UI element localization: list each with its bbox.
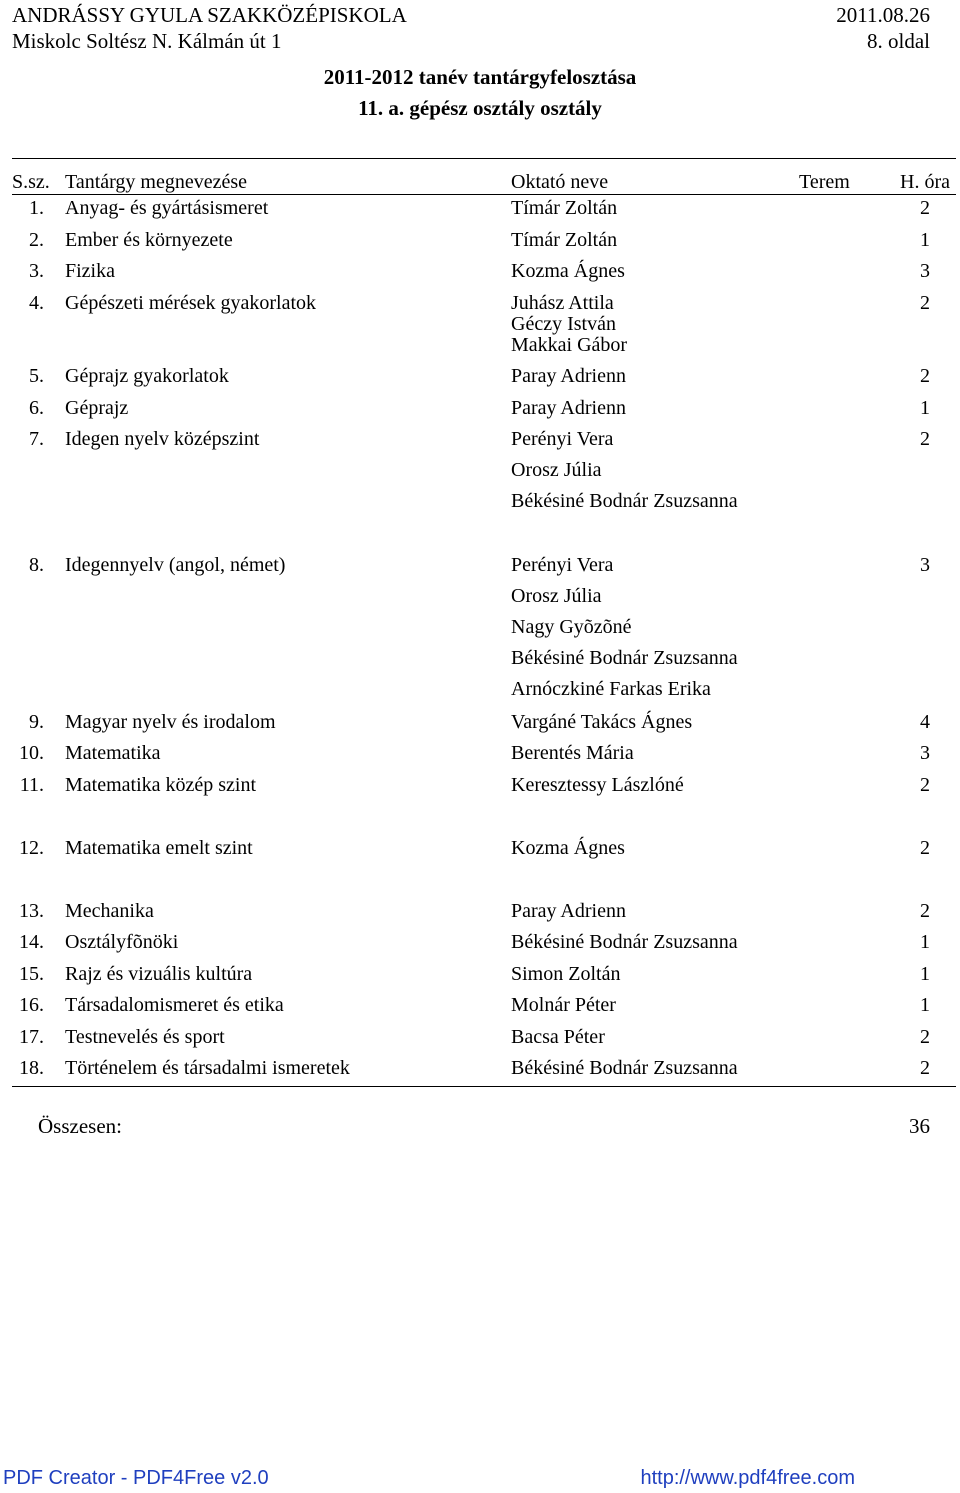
row-subject: Matematika <box>65 742 161 764</box>
page-number: 8. oldal <box>867 29 930 53</box>
row-teacher: Vargáné Takács Ágnes <box>511 711 693 733</box>
row-subject: Idegennyelv (angol, német) <box>65 554 286 576</box>
footer-creator: PDF Creator - PDF4Free v2.0 <box>3 1467 269 1489</box>
row-subject: Idegen nyelv középszint <box>65 428 260 450</box>
row-hours: 2 <box>920 428 930 450</box>
row-number: 16. <box>19 994 44 1016</box>
row-hours: 2 <box>920 900 930 922</box>
row-teacher: Bacsa Péter <box>511 1026 605 1048</box>
column-header-teacher: Oktató neve <box>511 171 609 193</box>
row-hours: 3 <box>920 260 930 282</box>
row-subject: Testnevelés és sport <box>65 1026 225 1048</box>
row-teacher: Paray Adrienn <box>511 365 626 387</box>
row-number: 12. <box>19 837 44 859</box>
row-teacher: Perényi Vera <box>511 428 614 450</box>
table-header-rule <box>12 194 956 195</box>
row-number: 17. <box>19 1026 44 1048</box>
column-header-num: S.sz. <box>12 171 50 193</box>
row-hours: 2 <box>920 774 930 796</box>
total-label: Összesen: <box>38 1114 122 1138</box>
school-name: ANDRÁSSY GYULA SZAKKÖZÉPISKOLA <box>12 3 407 27</box>
row-subject: Rajz és vizuális kultúra <box>65 963 253 985</box>
row-number: 6. <box>29 397 44 419</box>
school-address: Miskolc Soltész N. Kálmán út 1 <box>12 29 282 53</box>
row-subject: Gépészeti mérések gyakorlatok <box>65 292 317 314</box>
row-subject: Géprajz <box>65 397 129 419</box>
row-teacher: Géczy István <box>511 313 616 335</box>
row-hours: 2 <box>920 292 930 314</box>
row-teacher: Molnár Péter <box>511 994 616 1016</box>
page-title: 2011-2012 tanév tantárgyfelosztása <box>323 65 637 89</box>
row-subject: Fizika <box>65 260 115 282</box>
row-hours: 2 <box>920 837 930 859</box>
row-hours: 3 <box>920 742 930 764</box>
table-top-rule <box>12 158 956 159</box>
row-number: 13. <box>19 900 44 922</box>
row-hours: 1 <box>920 229 930 251</box>
row-hours: 2 <box>920 365 930 387</box>
row-hours: 1 <box>920 931 930 953</box>
row-subject: Ember és környezete <box>65 229 233 251</box>
row-teacher: Nagy Gyõzõné <box>511 616 632 638</box>
row-teacher: Berentés Mária <box>511 742 634 764</box>
row-teacher: Kozma Ágnes <box>511 260 625 282</box>
row-teacher: Orosz Júlia <box>511 585 602 607</box>
row-teacher: Arnóczkiné Farkas Erika <box>511 678 711 700</box>
row-hours: 4 <box>920 711 930 733</box>
row-teacher: Békésiné Bodnár Zsuzsanna <box>511 1057 738 1079</box>
row-subject: Mechanika <box>65 900 154 922</box>
row-hours: 1 <box>920 397 930 419</box>
row-teacher: Juhász Attila <box>511 292 614 314</box>
row-teacher: Paray Adrienn <box>511 397 626 419</box>
row-subject: Magyar nyelv és irodalom <box>65 711 276 733</box>
row-teacher: Orosz Júlia <box>511 459 602 481</box>
row-teacher: Békésiné Bodnár Zsuzsanna <box>511 490 738 512</box>
row-hours: 1 <box>920 994 930 1016</box>
total-value: 36 <box>909 1114 930 1138</box>
row-teacher: Paray Adrienn <box>511 900 626 922</box>
row-subject: Matematika emelt szint <box>65 837 253 859</box>
row-hours: 2 <box>920 197 930 219</box>
row-subject: Anyag- és gyártásismeret <box>65 197 269 219</box>
row-teacher: Perényi Vera <box>511 554 614 576</box>
row-number: 5. <box>29 365 44 387</box>
row-teacher: Keresztessy Lászlóné <box>511 774 684 796</box>
row-subject: Matematika közép szint <box>65 774 257 796</box>
row-number: 9. <box>29 711 44 733</box>
page-subtitle: 11. a. gépész osztály osztály <box>358 96 602 120</box>
row-number: 7. <box>29 428 44 450</box>
row-number: 10. <box>19 742 44 764</box>
row-teacher: Tímár Zoltán <box>511 197 618 219</box>
document-date: 2011.08.26 <box>836 3 930 27</box>
row-number: 8. <box>29 554 44 576</box>
row-teacher: Tímár Zoltán <box>511 229 618 251</box>
row-number: 3. <box>29 260 44 282</box>
row-number: 11. <box>19 774 44 796</box>
row-hours: 3 <box>920 554 930 576</box>
row-teacher: Békésiné Bodnár Zsuzsanna <box>511 931 738 953</box>
footer-url[interactable]: http://www.pdf4free.com <box>640 1467 855 1489</box>
row-number: 4. <box>29 292 44 314</box>
row-hours: 2 <box>920 1026 930 1048</box>
row-teacher: Kozma Ágnes <box>511 837 625 859</box>
row-subject: Történelem és társadalmi ismeretek <box>65 1057 350 1079</box>
row-hours: 1 <box>920 963 930 985</box>
row-number: 14. <box>19 931 44 953</box>
row-number: 15. <box>19 963 44 985</box>
column-header-subject: Tantárgy megnevezése <box>65 171 248 193</box>
row-number: 1. <box>29 197 44 219</box>
row-hours: 2 <box>920 1057 930 1079</box>
row-subject: Osztályfõnöki <box>65 931 179 953</box>
row-teacher: Simon Zoltán <box>511 963 621 985</box>
row-number: 2. <box>29 229 44 251</box>
row-subject: Géprajz gyakorlatok <box>65 365 229 387</box>
row-number: 18. <box>19 1057 44 1079</box>
table-bottom-rule <box>12 1086 956 1087</box>
row-teacher: Békésiné Bodnár Zsuzsanna <box>511 647 738 669</box>
row-subject: Társadalomismeret és etika <box>65 994 284 1016</box>
column-header-hours: H. óra <box>900 171 950 193</box>
column-header-room: Terem <box>799 171 850 193</box>
row-teacher: Makkai Gábor <box>511 334 628 356</box>
